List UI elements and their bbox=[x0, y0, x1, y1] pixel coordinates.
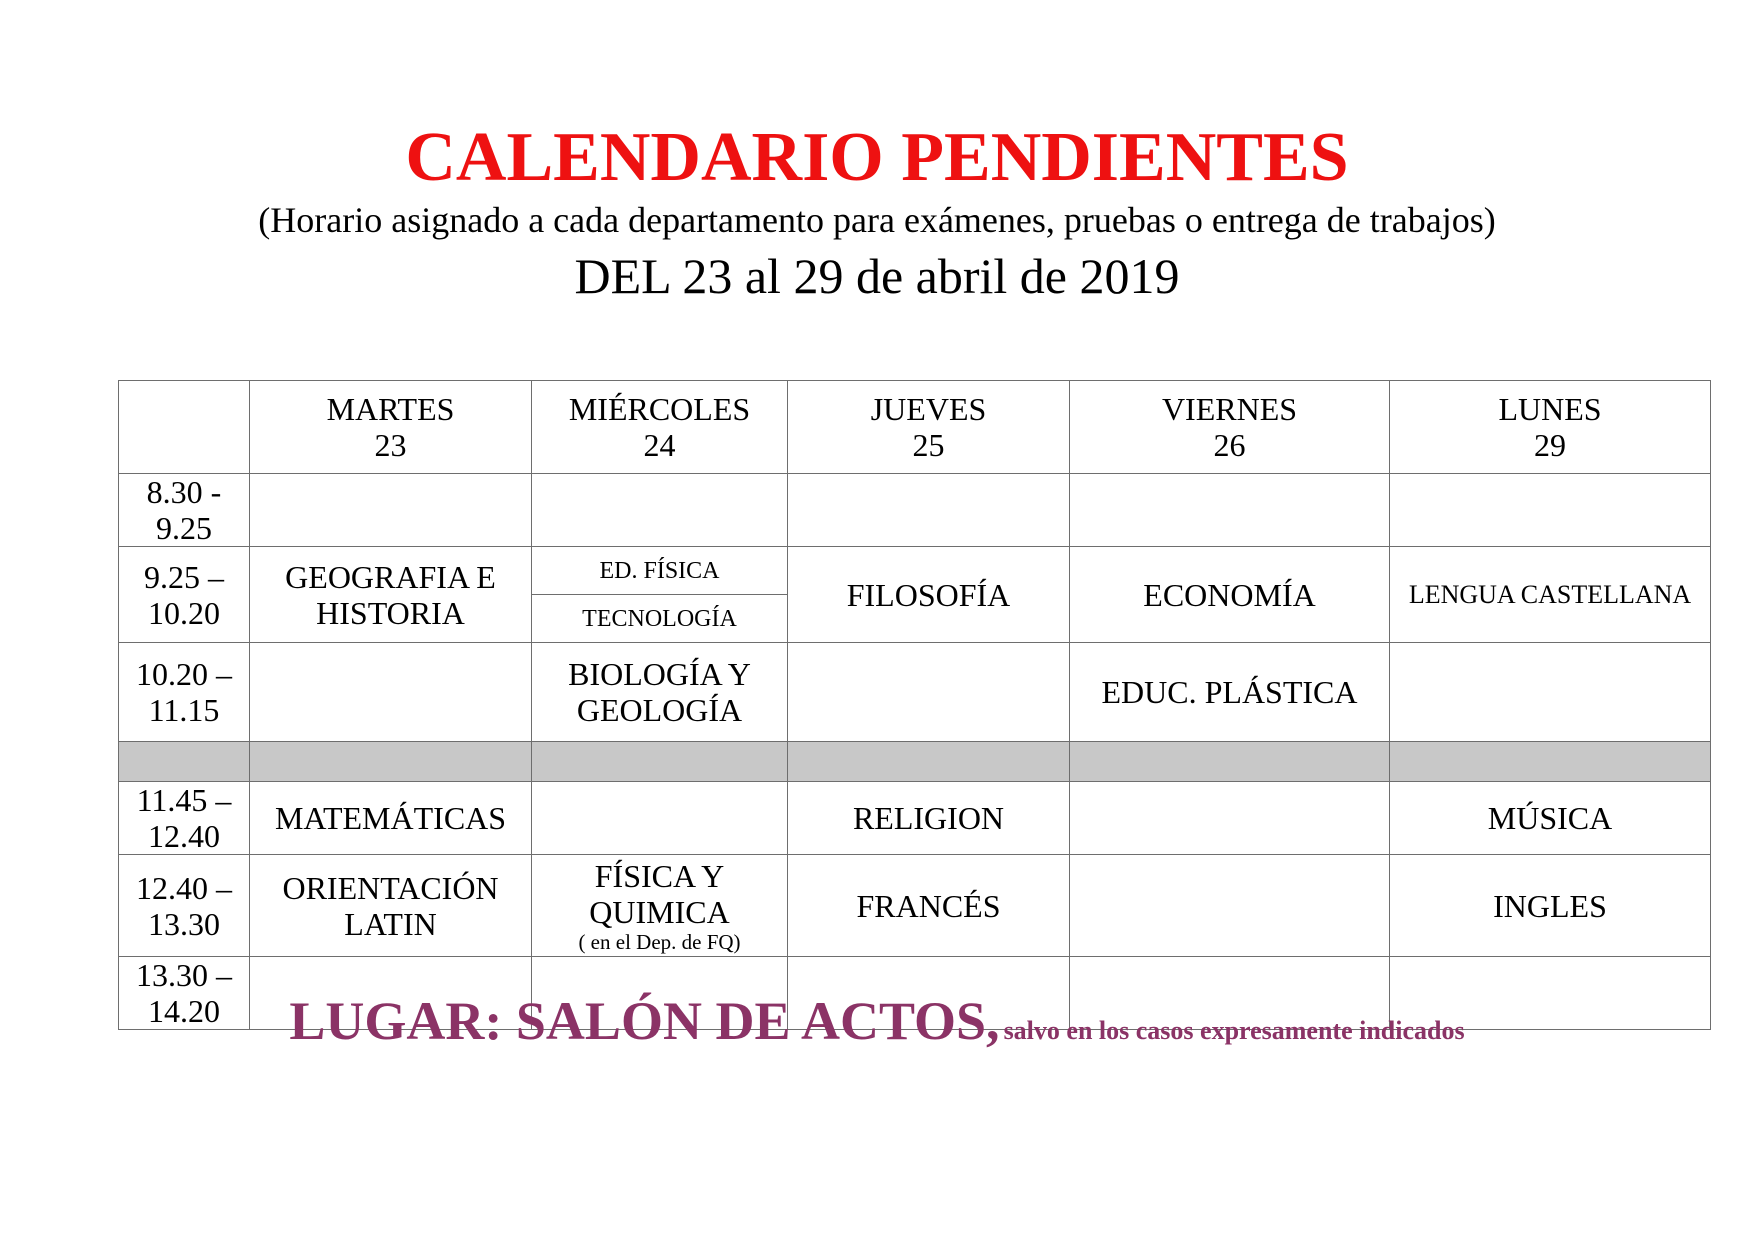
day-header-martes: MARTES 23 bbox=[250, 381, 532, 474]
table-row bbox=[119, 474, 1711, 547]
table-header-row bbox=[119, 381, 1711, 474]
table-cell: FÍSICA Y QUIMICA ( en el Dep. de FQ) bbox=[532, 855, 788, 957]
table-cell bbox=[788, 742, 1070, 782]
subject-ed-fisica: ED. FÍSICA bbox=[599, 557, 720, 584]
table-cell: GEOGRAFIA E HISTORIA bbox=[250, 547, 532, 643]
table-cell bbox=[1070, 742, 1390, 782]
time-slot: 11.45 – 12.40 bbox=[119, 782, 250, 855]
table-row bbox=[119, 782, 1711, 855]
page-title: CALENDARIO PENDIENTES bbox=[405, 119, 1349, 196]
day-header-jueves: JUEVES 25 bbox=[788, 381, 1070, 474]
table-cell: ORIENTACIÓN LATIN bbox=[250, 855, 532, 957]
subject-tecnologia: TECNOLOGÍA bbox=[532, 594, 787, 642]
time-slot: 12.40 – 13.30 bbox=[119, 855, 250, 957]
table-row bbox=[119, 643, 1711, 742]
table-cell: ECONOMÍA bbox=[1070, 547, 1390, 643]
table-cell bbox=[250, 474, 532, 547]
table-cell: MÚSICA bbox=[1390, 782, 1711, 855]
location-footer bbox=[0, 990, 1754, 1052]
location-note-text: salvo en los casos expresamente indicados bbox=[1003, 1016, 1465, 1045]
table-row bbox=[119, 547, 1711, 643]
table-cell bbox=[788, 474, 1070, 547]
schedule-table bbox=[118, 380, 1711, 1030]
time-slot: 9.25 – 10.20 bbox=[119, 547, 250, 643]
table-cell bbox=[250, 643, 532, 742]
table-row bbox=[119, 855, 1711, 957]
time-slot: 10.20 – 11.15 bbox=[119, 643, 250, 742]
day-header-viernes: VIERNES 26 bbox=[1070, 381, 1390, 474]
table-cell bbox=[119, 742, 250, 782]
location-label: LUGAR: SALÓN DE ACTOS, bbox=[289, 991, 1000, 1051]
table-cell: EDUC. PLÁSTICA bbox=[1070, 643, 1390, 742]
time-slot: 8.30 - 9.25 bbox=[119, 474, 250, 547]
table-cell: MATEMÁTICAS bbox=[250, 782, 532, 855]
day-header-miercoles: MIÉRCOLES 24 bbox=[532, 381, 788, 474]
date-range: DEL 23 al 29 de abril de 2019 bbox=[574, 248, 1180, 304]
break-row bbox=[119, 742, 1711, 782]
table-cell bbox=[1070, 782, 1390, 855]
table-cell: FRANCÉS bbox=[788, 855, 1070, 957]
time-slot: 13.30 – 14.20 bbox=[119, 957, 250, 1030]
location-note: ( en el Dep. de FQ) bbox=[578, 929, 741, 954]
table-cell bbox=[1390, 643, 1711, 742]
table-cell bbox=[250, 742, 532, 782]
table-cell: INGLES bbox=[1390, 855, 1711, 957]
table-cell bbox=[1070, 474, 1390, 547]
table-cell bbox=[788, 643, 1070, 742]
table-cell: BIOLOGÍA Y GEOLOGÍA bbox=[532, 643, 788, 742]
table-cell bbox=[532, 547, 788, 643]
page-subtitle: (Horario asignado a cada departamento para exámenes, pruebas o entrega de trabajos) bbox=[258, 200, 1496, 240]
table-cell bbox=[532, 742, 788, 782]
table-cell bbox=[1390, 742, 1711, 782]
table-cell bbox=[532, 474, 788, 547]
corner-cell bbox=[119, 381, 250, 474]
table-cell bbox=[1390, 474, 1711, 547]
table-cell: LENGUA CASTELLANA bbox=[1390, 547, 1711, 643]
day-header-lunes: LUNES 29 bbox=[1390, 381, 1711, 474]
table-cell: RELIGION bbox=[788, 782, 1070, 855]
table-cell: FILOSOFÍA bbox=[788, 547, 1070, 643]
table-cell bbox=[532, 782, 788, 855]
table-cell bbox=[1070, 855, 1390, 957]
